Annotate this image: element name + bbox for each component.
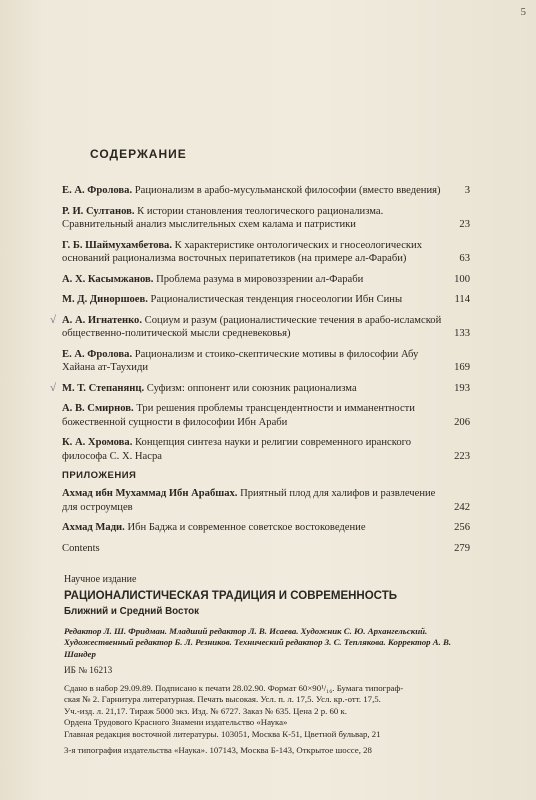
entry-author: Р. И. Султанов. [62,205,135,217]
toc-entry [62,436,470,463]
entry-author: Е. А. Фролова. [62,185,133,196]
entry-page-number: 3 [464,185,470,196]
toc-entry [62,239,470,266]
pencil-check-mark: √ [50,381,57,394]
entry-title: Рационализм и стоико-скептические мотивы в философии Абу Хайана ат-Таухиди [62,348,419,373]
publication-type: Научное издание [64,574,137,585]
entry-text [62,184,470,198]
entry-title: Три решения проблемы трансцендентности и имманентности божественной сущности в философии Ибн Араби [62,403,415,428]
entry-title: Ибн Баджа и современное советское востоковедение [127,522,366,533]
toc-entry [62,184,470,198]
pencil-check-mark: √ [50,313,57,326]
ib-number: ИБ № 16213 [64,665,113,675]
print-details [64,683,472,741]
print-detail-line: Ордена Трудового Красного Знамени издательство «Наука» [64,717,288,727]
entry-title: Проблема разума в мировоззрении ал-Фараби [156,273,364,285]
printer-info: 3-я типография издательства «Наука». 107143, Москва Б-143, Открытое шоссе, 28 [64,745,372,755]
imprint [64,574,472,757]
table-of-contents [50,184,470,562]
entry-text [62,293,470,307]
toc-entry [62,542,470,556]
entry-author: А. Х. Касымжанов. [62,273,154,285]
toc-entry [62,273,470,287]
entry-title: К характеристике онтологических и гносеологических оснований рационализма восточных перипатетиков (на примере ал-Фараби) [62,239,423,264]
entry-page-number: 256 [454,522,470,533]
entry-page-number: 63 [459,253,470,264]
entry-title: Социум и разум (рационалистические течения в арабо-исламской общественно-политической мысли средневековья) [62,314,442,339]
toc-entry [62,402,470,429]
entry-page-number: 169 [454,362,470,373]
entry-page-number: 100 [454,273,470,285]
entry-author: М. Т. Степанянц. [62,382,145,394]
entry-page-number: 23 [459,219,470,230]
entry-text [62,521,470,535]
toc-entry [62,293,470,307]
entry-text [62,542,470,556]
entry-text [62,205,470,232]
entry-text [62,487,470,514]
print-detail-line: Главная редакция восточной литературы. 103051, Москва К-51, Цветной бульвар, 21 [64,728,381,739]
entry-text [62,436,470,463]
entry-author: Г. Б. Шаймухамбетова. [62,239,172,251]
toc-entries [50,184,470,463]
entry-author: М. Д. Диноршоев. [62,294,148,305]
toc-entry [62,205,470,232]
entry-page-number: 206 [454,416,470,428]
entry-text [62,239,470,266]
book-subtitle: Ближний и Средний Восток [64,606,200,617]
entry-text [62,382,470,396]
print-detail-line: Сдано в набор 29.09.89. Подписано к печати 28.02.90. Формат 60×90¹/₁₆. Бумага типограф- [64,682,404,693]
editors-credits: Редактор Л. Ш. Фридман. Младший редактор Л. В. Исаева. Художник С. Ю. Архангельский. Художественный редактор Б. Л. Резников. Технический редактор З. С. Теплякова. Корректор А. В. Шандер [64,625,452,659]
entry-author: А. В. Смирнов. [62,403,134,414]
entry-author: Е. А. Фролова. [62,348,133,360]
corner-mark: 5 [520,6,526,18]
entry-page-number: 114 [454,294,470,305]
toc-entry [62,521,470,535]
appendix-heading: ПРИЛОЖЕНИЯ [62,470,137,481]
entry-title: Приятный плод для халифов и развлечение для остроумцев [62,488,436,513]
print-detail-line: ская № 2. Гарнитура литературная. Печать высокая. Усл. п. л. 17,5. Усл. кр.-отт. 17,5. [64,694,381,704]
print-detail-line: Уч.-изд. л. 21,17. Тираж 5000 экз. Изд. № 6727. Заказ № 635. Цена 2 р. 60 к. [64,705,347,716]
book-title: РАЦИОНАЛИСТИЧЕСКАЯ ТРАДИЦИЯ И СОВРЕМЕННОСТЬ [64,589,397,602]
entry-title: Contents [62,542,100,554]
entry-author: Ахмад ибн Мухаммад Ибн Арабшах. [62,488,238,499]
contents-heading: СОДЕРЖАНИЕ [90,147,187,161]
entry-text [62,273,470,287]
entry-title: Рационализм в арабо-мусульманской философии (вместо введения) [134,185,441,196]
entry-title: Рационалистическая тенденция гносеологии Ибн Сины [150,294,403,305]
toc-entry [62,487,470,514]
toc-entry [62,348,470,375]
entry-page-number: 242 [454,501,470,513]
entry-title: Концепция синтеза науки и религии современного иранского философа С. Х. Насра [62,437,412,462]
entry-author: А. А. Игнатенко. [62,314,142,326]
entry-author: К. А. Хромова. [62,437,133,448]
appendix-entries [62,487,470,555]
toc-entry [50,381,470,396]
entry-title: Суфизм: оппонент или союзник рационализма [146,382,357,394]
entry-text [62,348,470,375]
entry-page-number: 133 [454,328,470,339]
entry-page-number: 193 [454,382,470,394]
entry-text [62,314,470,341]
entry-author: Ахмад Мади. [62,522,125,533]
toc-entry [50,313,470,341]
entry-page-number: 279 [454,542,470,554]
entry-title: К истории становления теологического рационализма. Сравнительный анализ мыслительных схем калама и патристики [62,205,384,230]
entry-text [62,402,470,429]
entry-page-number: 223 [454,450,470,462]
